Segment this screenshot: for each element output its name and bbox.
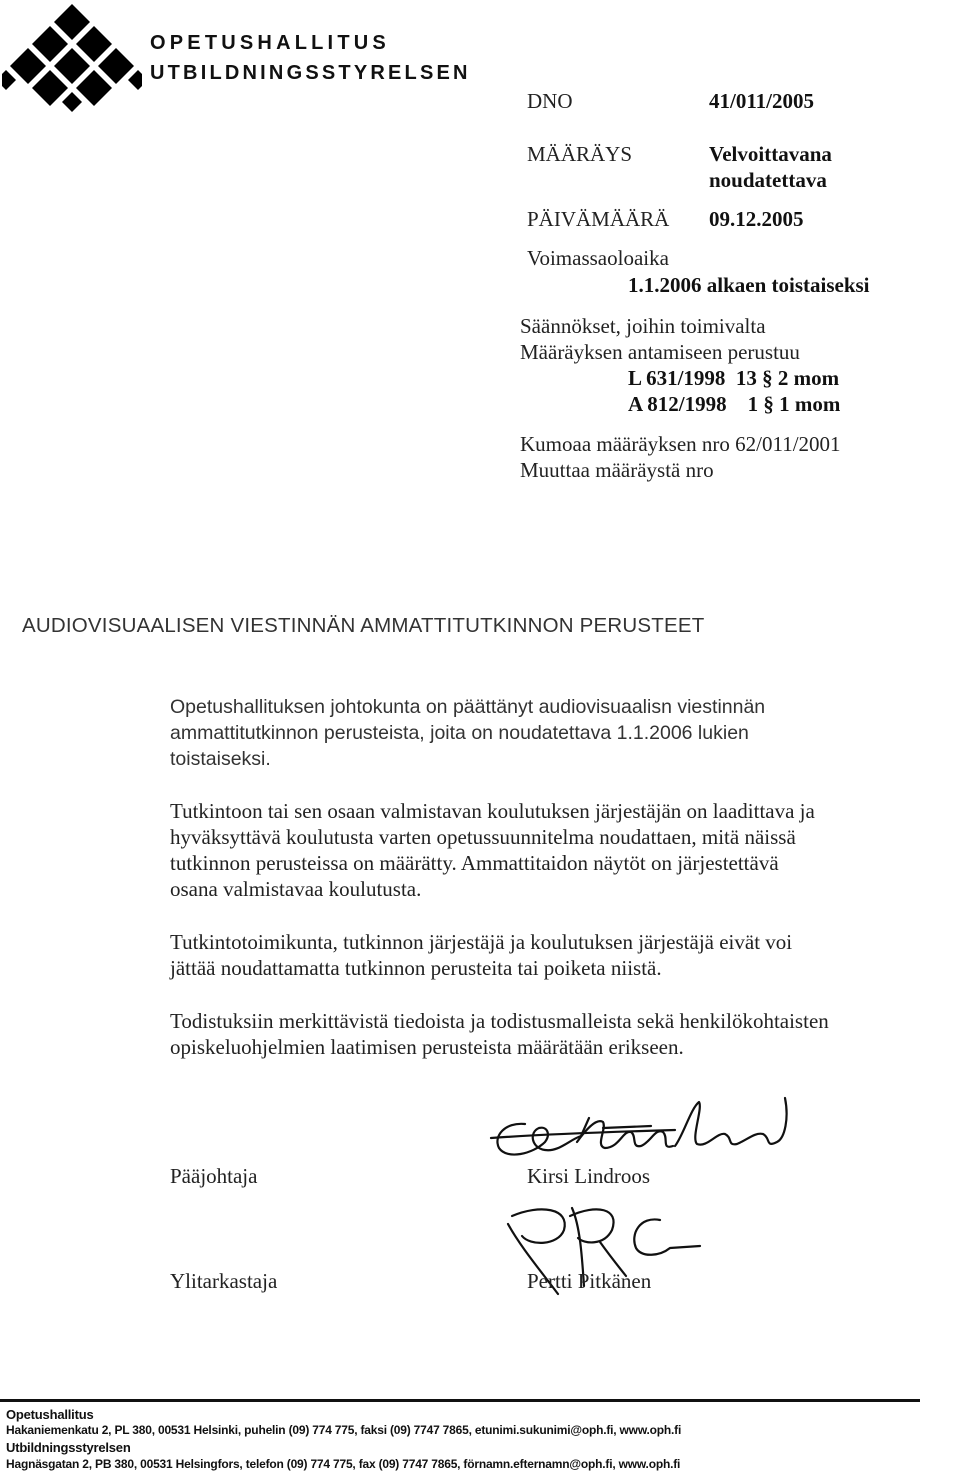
signer-1-title: Pääjohtaja [170, 1164, 258, 1188]
kumoaa-text: Kumoaa määräyksen nro 62/011/2001 [520, 432, 841, 456]
maarays-value-line2: noudatettava [709, 168, 827, 192]
voimassaoloaika-value: 1.1.2006 alkaen toistaiseksi [628, 273, 870, 297]
footer-address-fi: Hakaniemenkatu 2, PL 380, 00531 Helsinki, puhelin (09) 774 775, faksi (09) 7747 7865, etunimi.sukunimi@oph.fi, www.oph.fi [6, 1423, 682, 1437]
paragraph-4 [170, 1008, 930, 1060]
paragraph-line: osana valmistavaa koulutusta. [170, 877, 422, 901]
paragraph-line: tutkinnon perusteissa on määrätty. Ammattitaidon näytöt on järjestettävä [170, 851, 779, 875]
dno-value: 41/011/2005 [709, 89, 815, 113]
paragraph-3 [170, 929, 930, 981]
paragraph-line: ammattitutkinnon perusteista, joita on noudatettava 1.1.2006 lukien [170, 722, 749, 744]
paragraph-line: opiskeluohjelmien laatimisen perusteista määrätään erikseen. [170, 1035, 684, 1059]
paragraph-1 [170, 694, 930, 772]
footer-address-sv: Hagnäsgatan 2, PB 380, 00531 Helsingfors, telefon (09) 774 775, fax (09) 7747 7865, förnamn.efternamn@oph.fi, www.oph.fi [6, 1457, 681, 1471]
signer-2-name: Pertti Pitkänen [527, 1269, 652, 1293]
paragraph-line: toistaiseksi. [170, 748, 271, 770]
maarays-label: MÄÄRÄYS [527, 142, 633, 166]
org-name-fi: OPETUSHALLITUS [150, 32, 390, 54]
law-reference-1: L 631/1998 13 § 2 mom [628, 366, 840, 390]
footer-rule [0, 1398, 920, 1404]
footer-org-sv: Utbildningsstyrelsen [6, 1440, 131, 1455]
paivamaara-value: 09.12.2005 [709, 207, 804, 231]
paragraph-line: Opetushallituksen johtokunta on päättänyt audiovisuaalisn viestinnän [170, 696, 766, 718]
saannokset-line1: Säännökset, joihin toimivalta [520, 314, 766, 338]
maarays-value-line1: Velvoittavana [709, 142, 832, 166]
footer-org-fi: Opetushallitus [6, 1407, 94, 1422]
signature-kirsi-lindroos [485, 1088, 805, 1168]
dno-label: DNO [527, 89, 573, 113]
signer-2-title: Ylitarkastaja [170, 1269, 278, 1293]
paragraph-line: hyväksyttävä koulutusta varten opetussuunnitelma noudattaen, mitä näissä [170, 825, 796, 849]
saannokset-line2: Määräyksen antamiseen perustuu [520, 340, 800, 364]
opetushallitus-logo-icon [2, 2, 142, 118]
voimassaoloaika-label: Voimassaoloaika [527, 246, 669, 270]
law-reference-2: A 812/1998 1 § 1 mom [628, 392, 841, 416]
paragraph-line: jättää noudattamatta tutkinnon perusteita tai poiketa niistä. [170, 956, 662, 980]
paragraph-line: Tutkintotoimikunta, tutkinnon järjestäjä ja koulutuksen järjestäjä eivät voi [170, 930, 793, 954]
signer-1-name: Kirsi Lindroos [527, 1164, 651, 1188]
document-title: AUDIOVISUAALISEN VIESTINNÄN AMMATTITUTKINNON PERUSTEET [22, 614, 705, 637]
muuttaa-text: Muuttaa määräystä nro [520, 458, 714, 482]
paivamaara-label: PÄIVÄMÄÄRÄ [527, 207, 670, 231]
paragraph-2 [170, 798, 930, 902]
paragraph-line: Todistuksiin merkittävistä tiedoista ja todistusmalleista sekä henkilökohtaisten [170, 1009, 829, 1033]
org-name-sv: UTBILDNINGSSTYRELSEN [150, 62, 471, 84]
paragraph-line: Tutkintoon tai sen osaan valmistavan koulutuksen järjestäjän on laadittava ja [170, 799, 815, 823]
